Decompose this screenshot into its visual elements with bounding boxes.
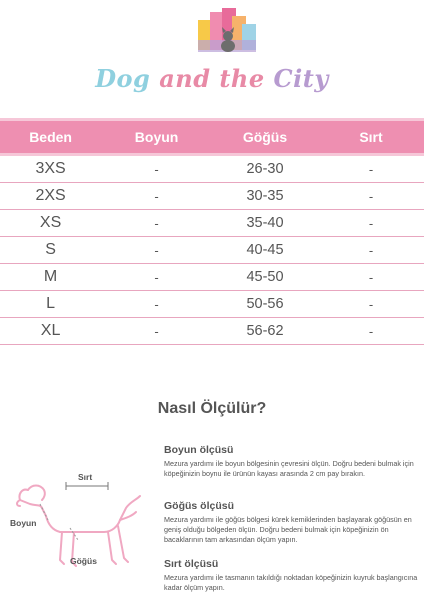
cell-neck: - (101, 183, 212, 210)
dog-measure-diagram (8, 468, 158, 580)
cell-back: - (318, 318, 424, 345)
header-chest: Göğüs (212, 120, 318, 155)
table-row (0, 291, 424, 318)
cell-chest: 30-35 (212, 183, 318, 210)
table-row (0, 264, 424, 291)
diagram-label-chest: Göğüs (70, 556, 97, 566)
how-to-measure-title: Nasıl Ölçülür? (157, 400, 267, 417)
diagram-label-neck: Boyun (10, 518, 37, 528)
cell-back: - (318, 291, 424, 318)
neck-measure-title: Boyun ölçüsü (164, 444, 234, 456)
back-measure-title: Sırt ölçüsü (164, 558, 219, 570)
cell-neck: - (101, 155, 212, 183)
cell-size: 3XS (0, 155, 101, 183)
header-size: Beden (0, 120, 101, 155)
chest-measure-section (164, 500, 418, 545)
brand-word-city: City (273, 64, 329, 93)
cell-chest: 35-40 (212, 210, 318, 237)
back-measure-text: Mezura yardımı ile tasmanın takıldığı noktadan köpeğinizin kuyruk başlangıcına kadar ölçüm yapın. (164, 573, 418, 592)
city-buildings-logo-icon (196, 6, 260, 66)
diagram-label-back: Sırt (78, 472, 93, 482)
cell-chest: 26-30 (212, 155, 318, 183)
table-row (0, 155, 424, 183)
cell-chest: 50-56 (212, 291, 318, 318)
size-chart-table (0, 118, 424, 345)
brand-word-dog: Dog (95, 64, 151, 93)
chest-measure-title: Göğüs ölçüsü (164, 500, 235, 512)
cell-size: 2XS (0, 183, 101, 210)
cell-size: XL (0, 318, 101, 345)
table-header-row (0, 120, 424, 155)
cell-neck: - (101, 210, 212, 237)
cell-back: - (318, 183, 424, 210)
cell-neck: - (101, 237, 212, 264)
cell-size: XS (0, 210, 101, 237)
header-neck: Boyun (101, 120, 212, 155)
cell-chest: 45-50 (212, 264, 318, 291)
table-row (0, 210, 424, 237)
cell-chest: 56-62 (212, 318, 318, 345)
cell-back: - (318, 210, 424, 237)
cell-back: - (318, 155, 424, 183)
cell-back: - (318, 237, 424, 264)
table-row (0, 318, 424, 345)
brand-logo (0, 0, 424, 110)
cell-size: M (0, 264, 101, 291)
cell-neck: - (101, 318, 212, 345)
neck-measure-section (164, 444, 418, 479)
header-back: Sırt (318, 120, 424, 155)
brand-word-and-the: and the (159, 64, 265, 93)
table-row (0, 237, 424, 264)
cell-chest: 40-45 (212, 237, 318, 264)
brand-name (0, 64, 424, 93)
cell-neck: - (101, 291, 212, 318)
back-measure-section (164, 558, 418, 593)
cell-neck: - (101, 264, 212, 291)
chest-measure-text: Mezura yardımı ile göğüs bölgesi kürek kemiklerinden başlayarak göğüsün en geniş olduğu bölgeden ölçün. Doğru bedeni bulmak için köpeğinizin ön bacaklarının tam arkasından ölçüm yapın. (164, 515, 412, 544)
table-row (0, 183, 424, 210)
cell-back: - (318, 264, 424, 291)
cell-size: S (0, 237, 101, 264)
cell-size: L (0, 291, 101, 318)
neck-measure-text: Mezura yardımı ile boyun bölgesinin çevresini ölçün. Doğru bedeni bulmak için köpeğinizin boynu ile ürünün kayası arasında 2 cm pay bırakın. (164, 459, 414, 478)
